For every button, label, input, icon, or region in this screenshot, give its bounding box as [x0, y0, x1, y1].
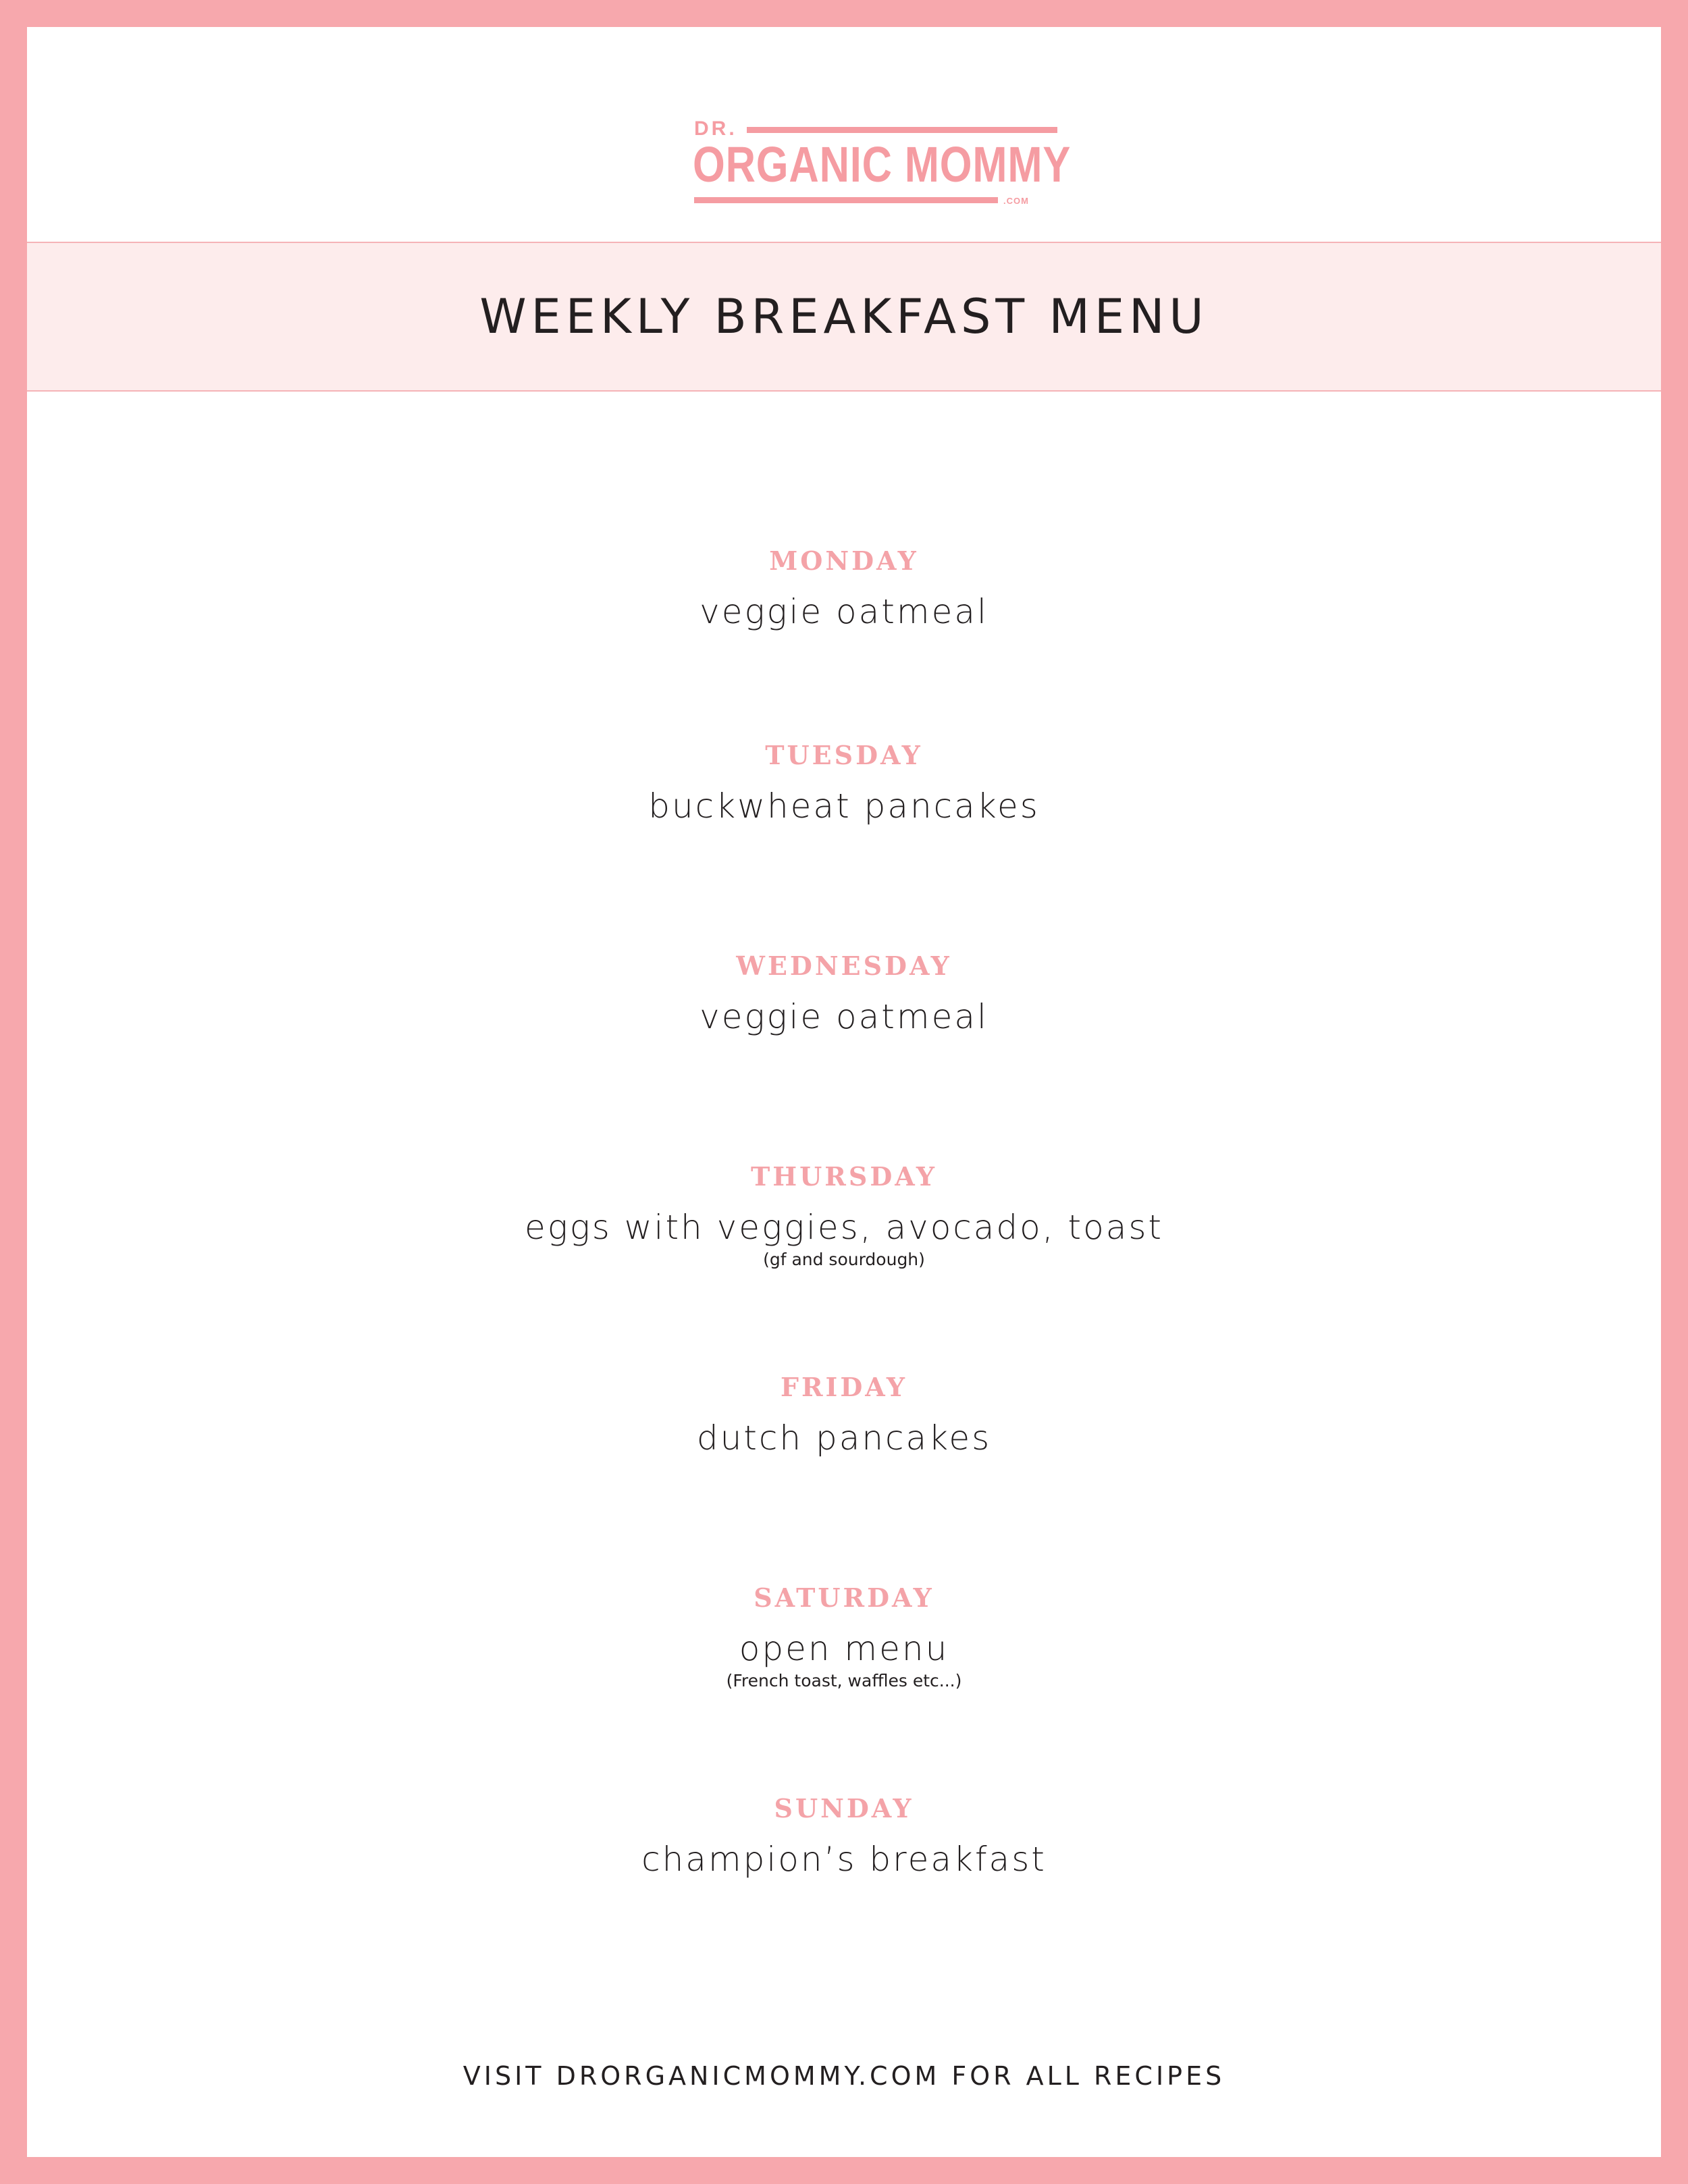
meal-name: veggie oatmeal — [700, 592, 988, 631]
meal-note: (gf and sourdough) — [763, 1250, 925, 1269]
meal-name: buckwheat pancakes — [648, 787, 1040, 826]
page-title: WEEKLY BREAKFAST MENU — [479, 289, 1209, 344]
logo-prefix: DR. — [694, 117, 737, 140]
day-friday — [27, 1372, 1661, 1458]
brand-logo — [666, 95, 1072, 213]
day-name: SUNDAY — [774, 1793, 914, 1823]
meal-name: champion’s breakfast — [641, 1840, 1047, 1879]
title-band — [27, 242, 1661, 392]
meal-name: veggie oatmeal — [700, 997, 988, 1036]
day-name: SATURDAY — [754, 1582, 934, 1613]
menu-page — [27, 27, 1661, 2157]
day-name: WEDNESDAY — [736, 951, 952, 981]
day-thursday — [27, 1161, 1661, 1271]
logo-name: ORGANIC MOMMY — [693, 136, 1072, 192]
meal-name: dutch pancakes — [696, 1418, 992, 1458]
day-sunday — [27, 1793, 1661, 1880]
day-name: THURSDAY — [750, 1161, 937, 1192]
day-name: FRIDAY — [780, 1372, 907, 1402]
meal-name: eggs with veggies, avocado, toast — [524, 1208, 1164, 1247]
day-name: TUESDAY — [765, 740, 923, 770]
meal-note: (French toast, waffles etc...) — [726, 1671, 962, 1690]
day-monday — [27, 545, 1661, 632]
day-name: MONDAY — [769, 545, 919, 576]
logo-bottom-rule — [694, 197, 998, 203]
meal-name: open menu — [739, 1629, 949, 1668]
logo-top-rule — [747, 127, 1057, 133]
day-wednesday — [27, 951, 1661, 1037]
footer-recipes-link[interactable]: VISIT DRORGANICMOMMY.COM FOR ALL RECIPES — [463, 2061, 1225, 2091]
logo-suffix: .COM — [1003, 196, 1029, 206]
day-saturday — [27, 1582, 1661, 1692]
day-tuesday — [27, 740, 1661, 826]
